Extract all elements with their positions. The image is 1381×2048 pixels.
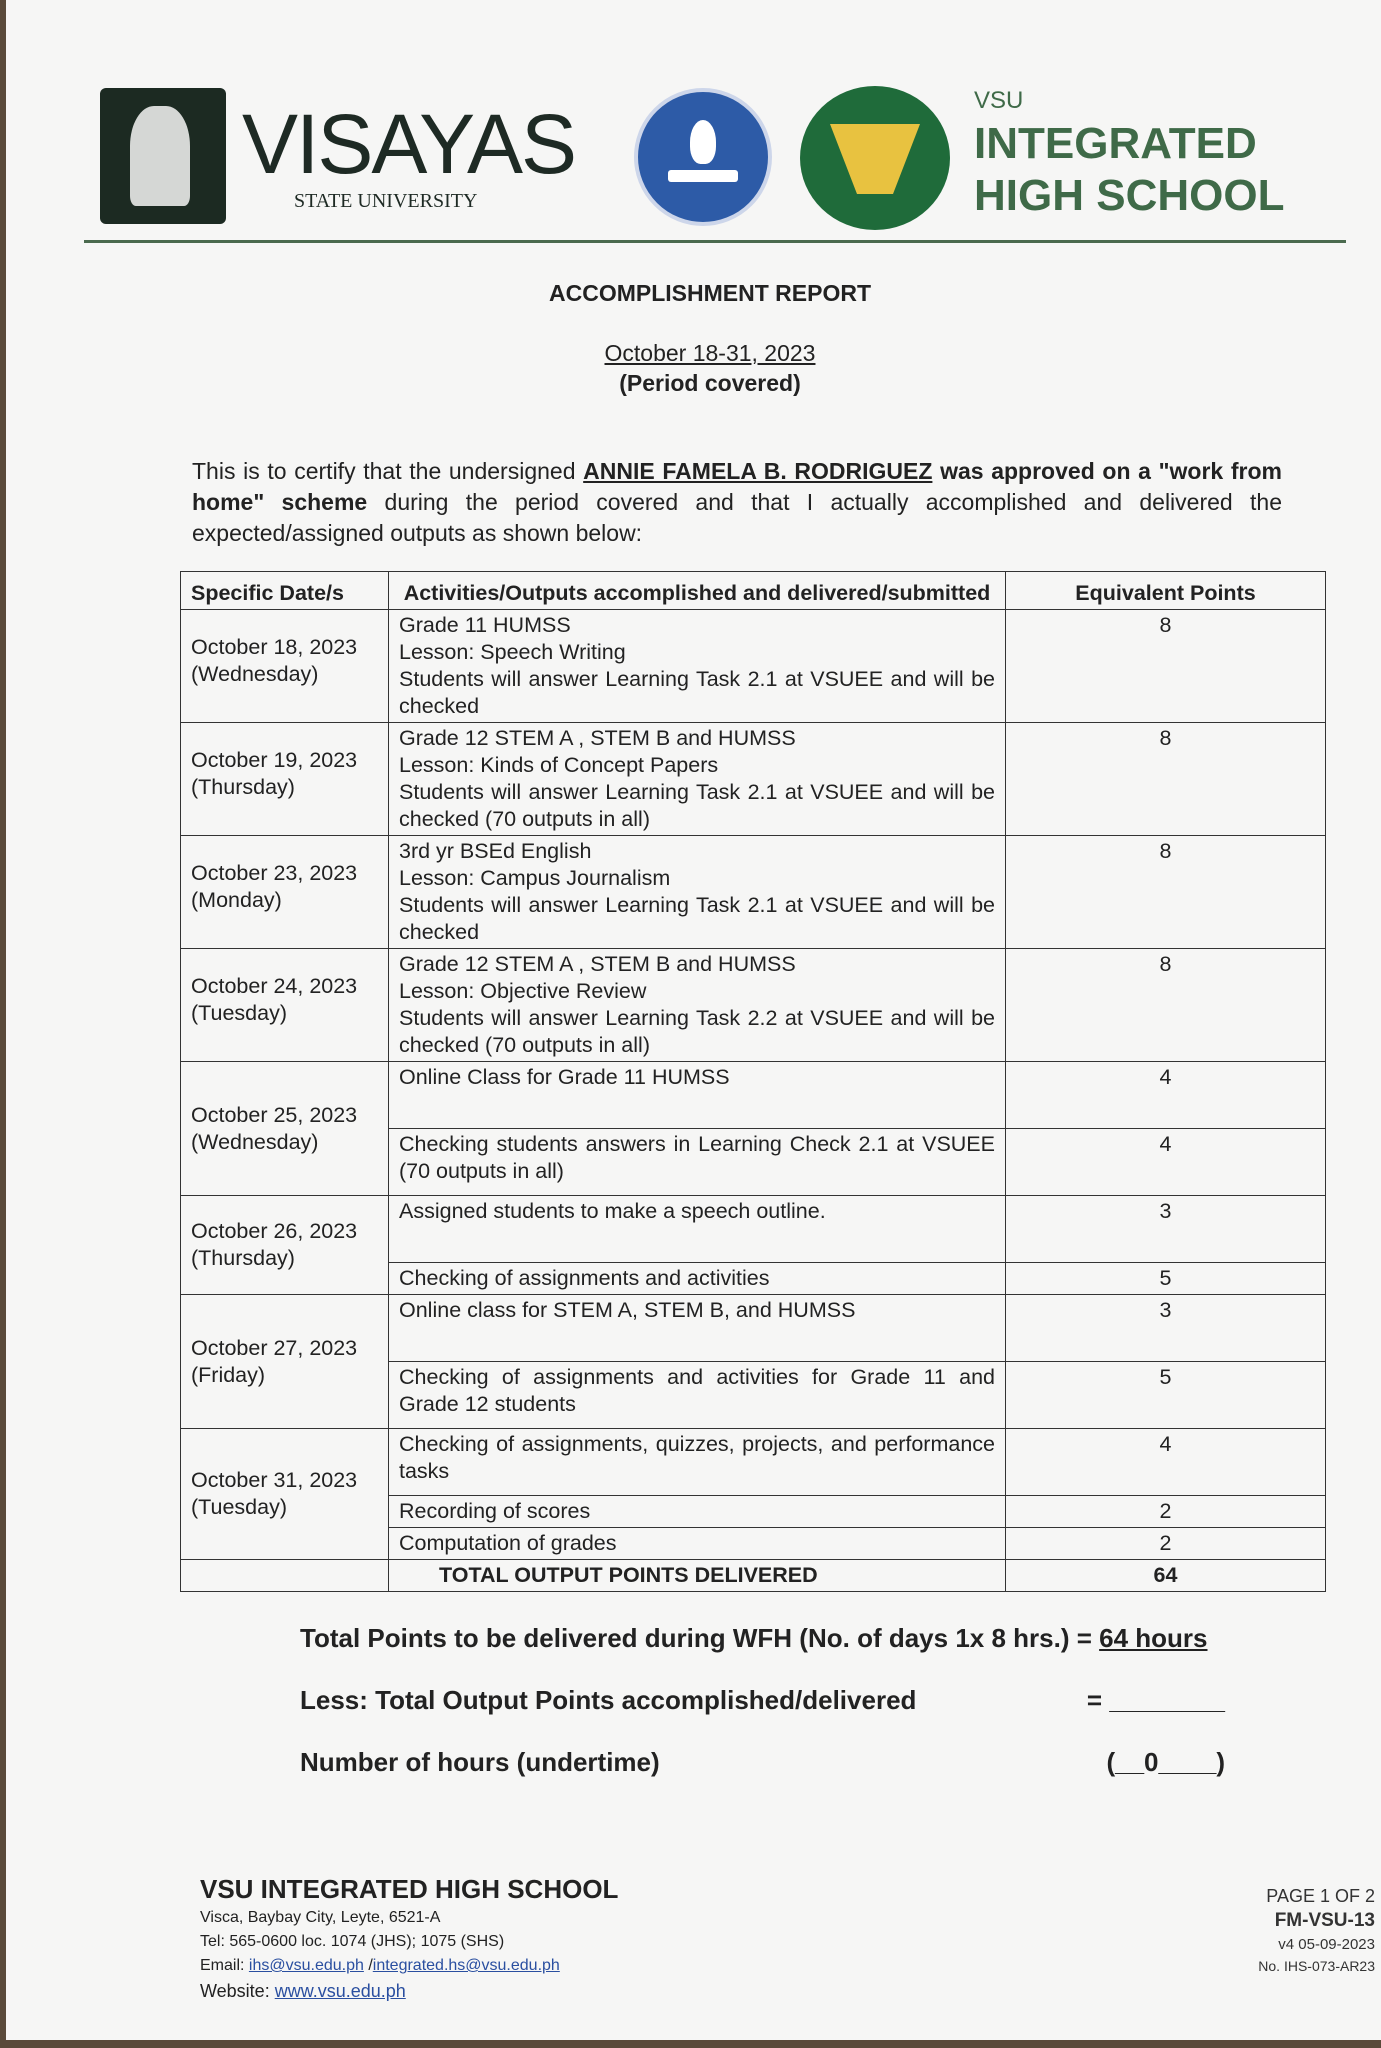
- cert-scheme: "work from home" scheme: [192, 458, 1282, 515]
- points-cell: 2: [1006, 1528, 1326, 1560]
- points-cell: 2: [1006, 1496, 1326, 1528]
- date-day: (Thursday): [191, 1246, 295, 1270]
- total-empty: [181, 1560, 389, 1592]
- summary-line1-label: Total Points to be delivered during WFH (No. of days 1x 8 hrs.) =: [300, 1623, 1100, 1653]
- date-cell: [181, 1062, 389, 1196]
- report-body: [180, 456, 1325, 1778]
- website-label: Website:: [200, 1981, 275, 2001]
- vsu-logo-icon: [100, 88, 226, 224]
- footer-email: [200, 1956, 560, 1976]
- date-date: October 31, 2023: [191, 1468, 358, 1492]
- activity-cell: [389, 723, 1006, 836]
- date-date: October 19, 2023: [191, 748, 358, 772]
- activity-line: Lesson: Objective Review: [399, 979, 647, 1003]
- summary-line1-value: 64 hours: [1099, 1623, 1208, 1653]
- date-cell: [181, 610, 389, 723]
- activity-line: Assigned students to make a speech outline.: [399, 1199, 826, 1223]
- period-value: October 18-31, 2023: [604, 340, 816, 366]
- page-number: PAGE 1 OF 2: [1266, 1886, 1375, 1906]
- date-cell: [181, 1295, 389, 1429]
- activity-cell: [389, 1362, 1006, 1429]
- activity-line: Grade 12 STEM A , STEM B and HUMSS: [399, 726, 796, 750]
- date-day: (Wednesday): [191, 662, 319, 686]
- period: [0, 340, 1381, 367]
- table-row: [181, 1295, 1326, 1362]
- header-divider: [84, 240, 1346, 243]
- summary-total-points: [180, 1622, 1325, 1654]
- activity-line: Students will answer Learning Task 2.1 at VSUEE and will be checked: [399, 667, 995, 718]
- activity-line: Lesson: Kinds of Concept Papers: [399, 753, 719, 777]
- date-day: (Tuesday): [191, 1495, 287, 1519]
- activity-cell: [389, 949, 1006, 1062]
- points-cell: 4: [1006, 1062, 1326, 1129]
- accomplishment-table: [180, 571, 1326, 1592]
- activity-cell: [389, 1429, 1006, 1496]
- table-row: [181, 1196, 1326, 1263]
- points-cell: 3: [1006, 1295, 1326, 1362]
- header-points: Equivalent Points: [1006, 572, 1326, 610]
- logo-text: VISAYAS: [242, 97, 576, 191]
- date-date: October 24, 2023: [191, 974, 358, 998]
- email-link-2[interactable]: integrated.hs@vsu.edu.ph: [372, 1957, 560, 1974]
- logo-ihs-line2: HIGH SCHOOL: [974, 171, 1285, 220]
- logo-ihs: [974, 118, 1284, 222]
- activity-cell: [389, 1263, 1006, 1295]
- total-label: TOTAL OUTPUT POINTS DELIVERED: [389, 1560, 1006, 1592]
- cert-pre: This is to certify that the undersigned: [192, 458, 584, 484]
- total-row: [181, 1560, 1326, 1592]
- date-date: October 18, 2023: [191, 635, 358, 659]
- date-date: October 27, 2023: [191, 1335, 358, 1360]
- logo-vsu-small: VSU: [974, 87, 1024, 114]
- website-link[interactable]: www.vsu.edu.ph: [274, 1981, 406, 2001]
- footer-address: Visca, Baybay City, Leyte, 6521-A: [200, 1909, 441, 1926]
- activity-line: Online Class for Grade 11 HUMSS: [399, 1065, 730, 1089]
- date-cell: [181, 836, 389, 949]
- activity-line: Online class for STEM A, STEM B, and HUMSS: [399, 1298, 856, 1322]
- activity-cell: [389, 1196, 1006, 1263]
- activity-line: Students will answer Learning Task 2.2 at VSUEE and will be checked (70 outputs in all): [399, 1006, 995, 1057]
- activity-line: Computation of grades: [399, 1531, 617, 1555]
- activity-cell: [389, 1129, 1006, 1196]
- points-cell: 8: [1006, 949, 1326, 1062]
- activity-line: Checking students answers in Learning Check 2.1 at VSUEE (70 outputs in all): [399, 1132, 995, 1183]
- employee-name: ANNIE FAMELA B. RODRIGUEZ: [583, 458, 933, 484]
- table-row: [181, 1429, 1326, 1496]
- table-row: [181, 610, 1326, 723]
- activity-line: Recording of scores: [399, 1499, 591, 1523]
- date-day: (Monday): [191, 888, 282, 912]
- cert-mid: was approved on a: [932, 458, 1159, 484]
- torch-seal-icon: [634, 88, 772, 226]
- email-label: Email:: [200, 1957, 249, 1974]
- table-row: [181, 723, 1326, 836]
- date-date: October 23, 2023: [191, 861, 358, 885]
- activity-line: Checking of assignments, quizzes, projects, and performance tasks: [399, 1432, 995, 1483]
- points-cell: 4: [1006, 1129, 1326, 1196]
- certification-text: [192, 456, 1282, 549]
- form-version: v4 05-09-2023: [1278, 1936, 1375, 1953]
- summary-less-value: = ________: [1086, 1685, 1225, 1715]
- date-cell: [181, 1196, 389, 1295]
- date-day: (Thursday): [191, 775, 295, 799]
- points-cell: 3: [1006, 1196, 1326, 1263]
- activity-line: Grade 11 HUMSS: [399, 613, 571, 637]
- footer-school-name: VSU INTEGRATED HIGH SCHOOL: [200, 1874, 619, 1904]
- activity-line: Checking of assignments and activities: [399, 1266, 770, 1290]
- date-date: October 25, 2023: [191, 1102, 358, 1127]
- points-cell: 5: [1006, 1263, 1326, 1295]
- total-value: 64: [1006, 1560, 1326, 1592]
- points-cell: 5: [1006, 1362, 1326, 1429]
- activity-cell: [389, 1062, 1006, 1129]
- form-code: FM-VSU-13: [1274, 1910, 1375, 1931]
- report-title: ACCOMPLISHMENT REPORT: [549, 280, 871, 306]
- points-cell: 8: [1006, 610, 1326, 723]
- activity-cell: [389, 1295, 1006, 1362]
- activity-cell: [389, 610, 1006, 723]
- form-number: No. IHS-073-AR23: [1258, 1958, 1375, 1974]
- points-cell: 4: [1006, 1429, 1326, 1496]
- activity-cell: [389, 836, 1006, 949]
- table-row: [181, 1062, 1326, 1129]
- email-sep: /: [363, 1957, 373, 1974]
- activity-line: Checking of assignments and activities for Grade 11 and Grade 12 students: [399, 1365, 995, 1416]
- table-row: [181, 949, 1326, 1062]
- ihs-seal-icon: [800, 86, 950, 230]
- date-cell: [181, 723, 389, 836]
- summary-less: [180, 1684, 1325, 1716]
- email-link-1[interactable]: ihs@vsu.edu.ph: [248, 1957, 364, 1974]
- summary-undertime-label: Number of hours (undertime): [300, 1747, 660, 1777]
- table-row: [181, 836, 1326, 949]
- logo-ihs-line1: INTEGRATED: [974, 119, 1257, 168]
- period-label: (Period covered): [619, 370, 801, 396]
- activity-line: Lesson: Campus Journalism: [399, 866, 671, 890]
- date-day: (Tuesday): [191, 1001, 287, 1025]
- date-day: (Wednesday): [191, 1129, 319, 1154]
- date-cell: [181, 949, 389, 1062]
- cert-post: during the period covered and that I actually accomplished and delivered the expected/assigned outputs as shown below:: [192, 489, 1282, 546]
- date-day: (Friday): [191, 1362, 266, 1387]
- activity-line: Students will answer Learning Task 2.1 at VSUEE and will be checked (70 outputs in all): [399, 780, 995, 831]
- header-activities: Activities/Outputs accomplished and delivered/submitted: [389, 572, 1006, 610]
- activity-cell: [389, 1496, 1006, 1528]
- activity-cell: [389, 1528, 1006, 1560]
- footer-website: [200, 1980, 406, 2002]
- date-date: October 26, 2023: [191, 1219, 358, 1243]
- activity-line: 3rd yr BSEd English: [399, 839, 592, 863]
- activity-line: Lesson: Speech Writing: [399, 640, 626, 664]
- header-date: Specific Date/s: [181, 572, 389, 610]
- activity-line: Students will answer Learning Task 2.1 at VSUEE and will be checked: [399, 893, 995, 944]
- points-cell: 8: [1006, 723, 1326, 836]
- logo-subtext: STATE UNIVERSITY: [294, 190, 478, 212]
- activity-line: Grade 12 STEM A , STEM B and HUMSS: [399, 952, 796, 976]
- summary-less-label: Less: Total Output Points accomplished/delivered: [300, 1685, 917, 1715]
- summary-undertime: [180, 1746, 1325, 1778]
- summary-undertime-value: (__0____): [1106, 1747, 1225, 1777]
- footer-tel: Tel: 565-0600 loc. 1074 (JHS); 1075 (SHS): [200, 1933, 505, 1950]
- points-cell: 8: [1006, 836, 1326, 949]
- date-cell: [181, 1429, 389, 1560]
